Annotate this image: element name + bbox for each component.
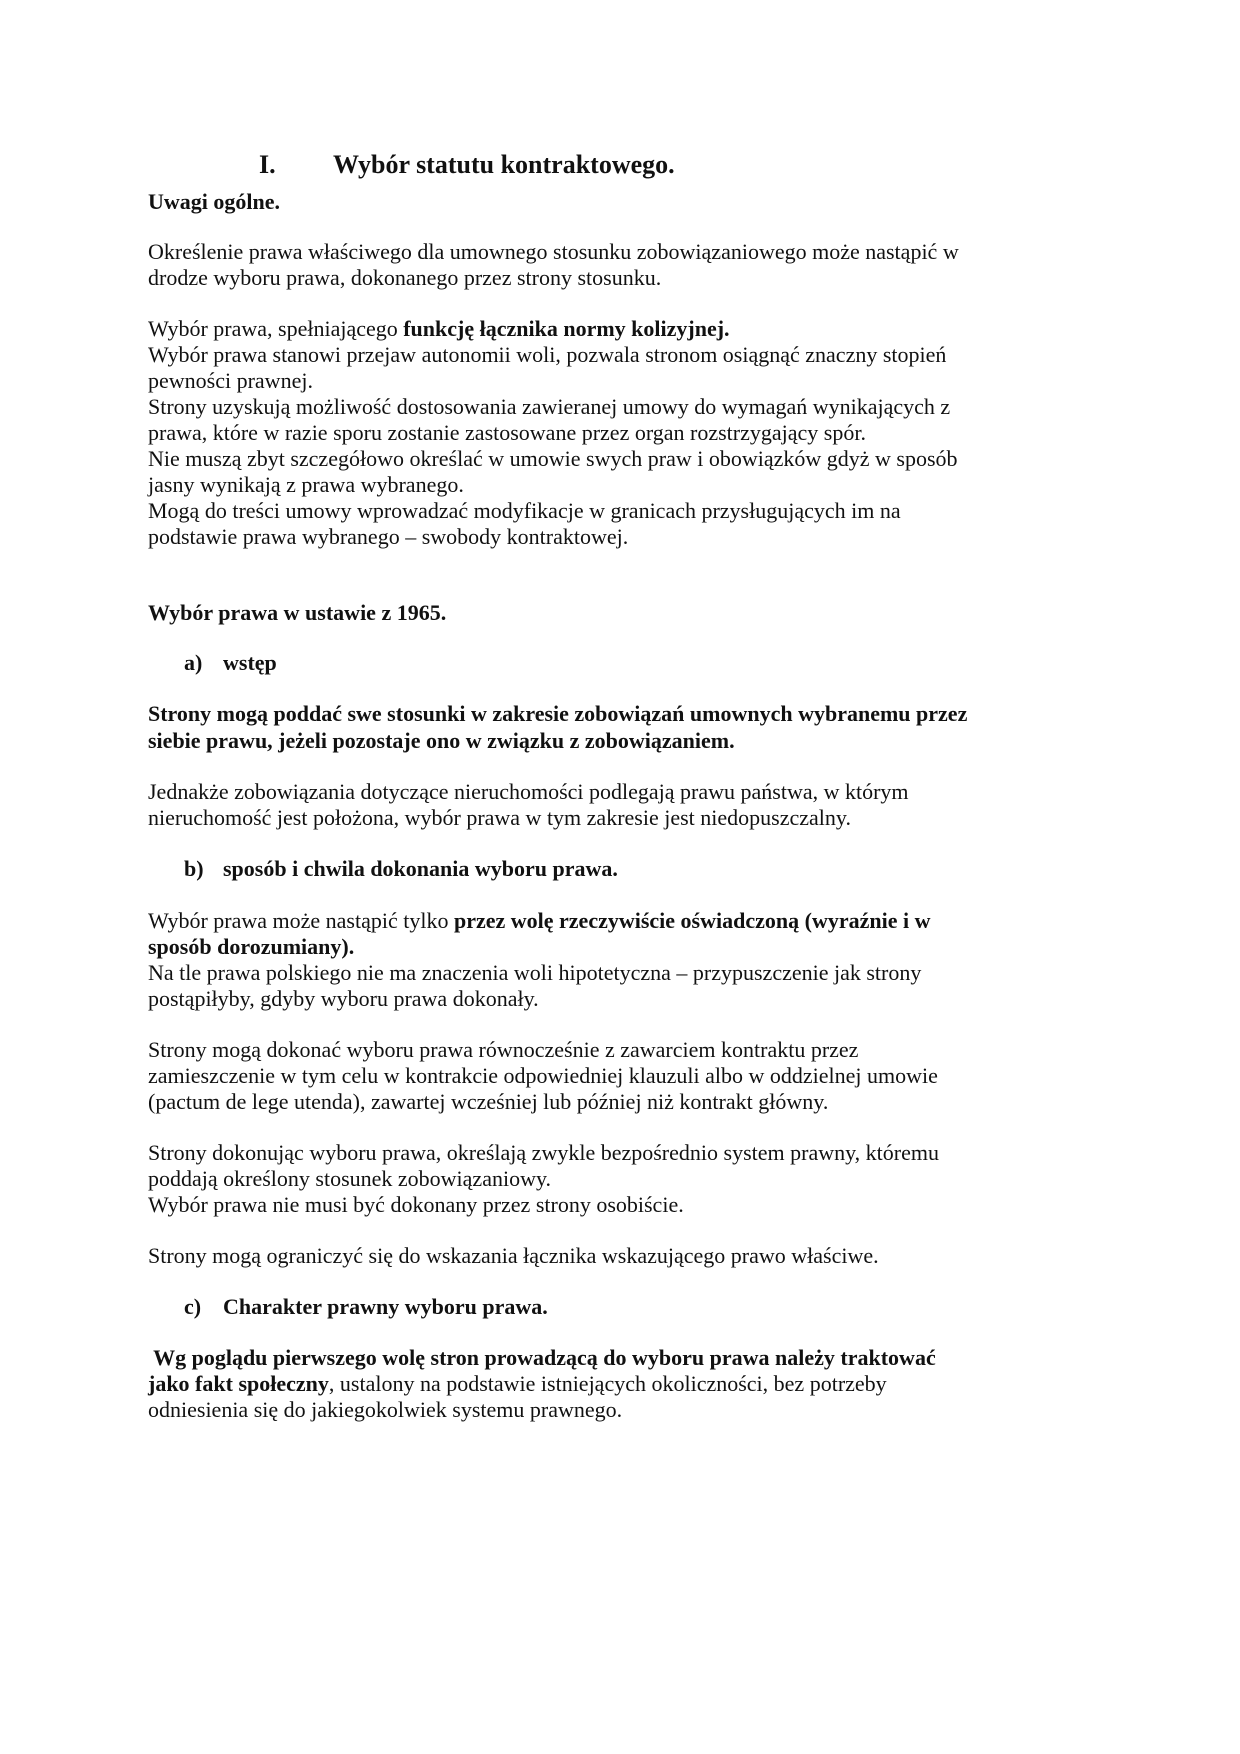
paragraph-line-bold: siebie prawu, jeżeli pozostaje ono w związku z zobowiązaniem. xyxy=(148,728,735,753)
text-normal: Wybór prawa może nastąpić tylko xyxy=(148,908,454,933)
text-normal: Wybór prawa, spełniającego xyxy=(148,316,404,341)
text-normal: , ustalony na podstawie istniejących okoliczności, bez potrzeby xyxy=(328,1371,887,1396)
list-marker-b: b) xyxy=(184,856,204,881)
paragraph-line-bold: Strony mogą poddać swe stosunki w zakresie zobowiązań umownych wybranemu przez xyxy=(148,701,968,726)
paragraph-line: (pactum de lege utenda), zawartej wcześniej lub później niż kontrakt główny. xyxy=(148,1089,829,1114)
section-heading-general-remarks: Uwagi ogólne. xyxy=(148,189,280,214)
paragraph-line: Strony mogą ograniczyć się do wskazania łącznika wskazującego prawo właściwe. xyxy=(148,1243,879,1268)
paragraph-line-bold: Wg poglądu pierwszego wolę stron prowadzącą do wyboru prawa należy traktować xyxy=(148,1345,936,1370)
paragraph-line: Na tle prawa polskiego nie ma znaczenia woli hipotetyczna – przypuszczenie jak strony xyxy=(148,960,922,985)
list-heading-manner-and-time: sposób i chwila dokonania wyboru prawa. xyxy=(223,856,618,881)
list-marker-c: c) xyxy=(184,1294,202,1319)
paragraph-line: poddają określony stosunek zobowiązaniowy. xyxy=(148,1166,552,1191)
paragraph-line: nieruchomość jest położona, wybór prawa w tym zakresie jest niedopuszczalny. xyxy=(148,805,851,830)
paragraph-line: pewności prawnej. xyxy=(148,368,313,393)
list-heading-legal-character: Charakter prawny wyboru prawa. xyxy=(223,1294,548,1319)
paragraph-line: postąpiłyby, gdyby wyboru prawa dokonały. xyxy=(148,986,539,1011)
paragraph-line: prawa, które w razie sporu zostanie zastosowane przez organ rozstrzygający spór. xyxy=(148,420,866,445)
list-marker-a: a) xyxy=(184,650,203,675)
paragraph-line: odniesienia się do jakiegokolwiek systemu prawnego. xyxy=(148,1397,623,1422)
text-bold: funkcję łącznika normy kolizyjnej. xyxy=(403,316,730,341)
paragraph-line-bold: sposób dorozumiany). xyxy=(148,934,355,959)
paragraph-line: Wybór prawa nie musi być dokonany przez strony osobiście. xyxy=(148,1192,684,1217)
paragraph-line: Strony mogą dokonać wyboru prawa równocześnie z zawarciem kontraktu przez xyxy=(148,1037,859,1062)
paragraph-line: drodze wyboru prawa, dokonanego przez strony stosunku. xyxy=(148,265,662,290)
paragraph-line: Określenie prawa właściwego dla umownego stosunku zobowiązaniowego może nastąpić w xyxy=(148,239,959,264)
paragraph-line: Strony uzyskują możliwość dostosowania zawieranej umowy do wymagań wynikających z xyxy=(148,394,951,419)
paragraph-line: Strony dokonując wyboru prawa, określają zwykle bezpośrednio system prawny, któremu xyxy=(148,1140,939,1165)
list-heading-introduction: wstęp xyxy=(223,650,277,675)
text-bold: jako fakt społeczny xyxy=(148,1371,329,1396)
paragraph-line: Wybór prawa stanowi przejaw autonomii woli, pozwala stronom osiągnąć znaczny stopień xyxy=(148,342,947,367)
text-bold: przez wolę rzeczywiście oświadczoną (wyraźnie i w xyxy=(453,908,931,933)
section-heading-1965-act: Wybór prawa w ustawie z 1965. xyxy=(148,600,447,625)
title-number: I. xyxy=(259,150,276,179)
paragraph-line: jasny wynikają z prawa wybranego. xyxy=(148,472,464,497)
page-title: Wybór statutu kontraktowego. xyxy=(333,150,675,179)
paragraph-line: zamieszczenie w tym celu w kontrakcie odpowiedniej klauzuli albo w oddzielnej umowie xyxy=(148,1063,938,1088)
paragraph-line-mixed xyxy=(148,314,730,343)
paragraph-line: Mogą do treści umowy wprowadzać modyfikacje w granicach przysługujących im na xyxy=(148,498,901,523)
paragraph-line: Jednakże zobowiązania dotyczące nieruchomości podlegają prawu państwa, w którym xyxy=(148,779,909,804)
paragraph-line: Nie muszą zbyt szczegółowo określać w umowie swych praw i obowiązków gdyż w sposób xyxy=(148,446,958,471)
paragraph-line-mixed xyxy=(148,906,930,935)
paragraph-line-mixed xyxy=(148,1369,887,1398)
paragraph-line: podstawie prawa wybranego – swobody kontraktowej. xyxy=(148,524,629,549)
